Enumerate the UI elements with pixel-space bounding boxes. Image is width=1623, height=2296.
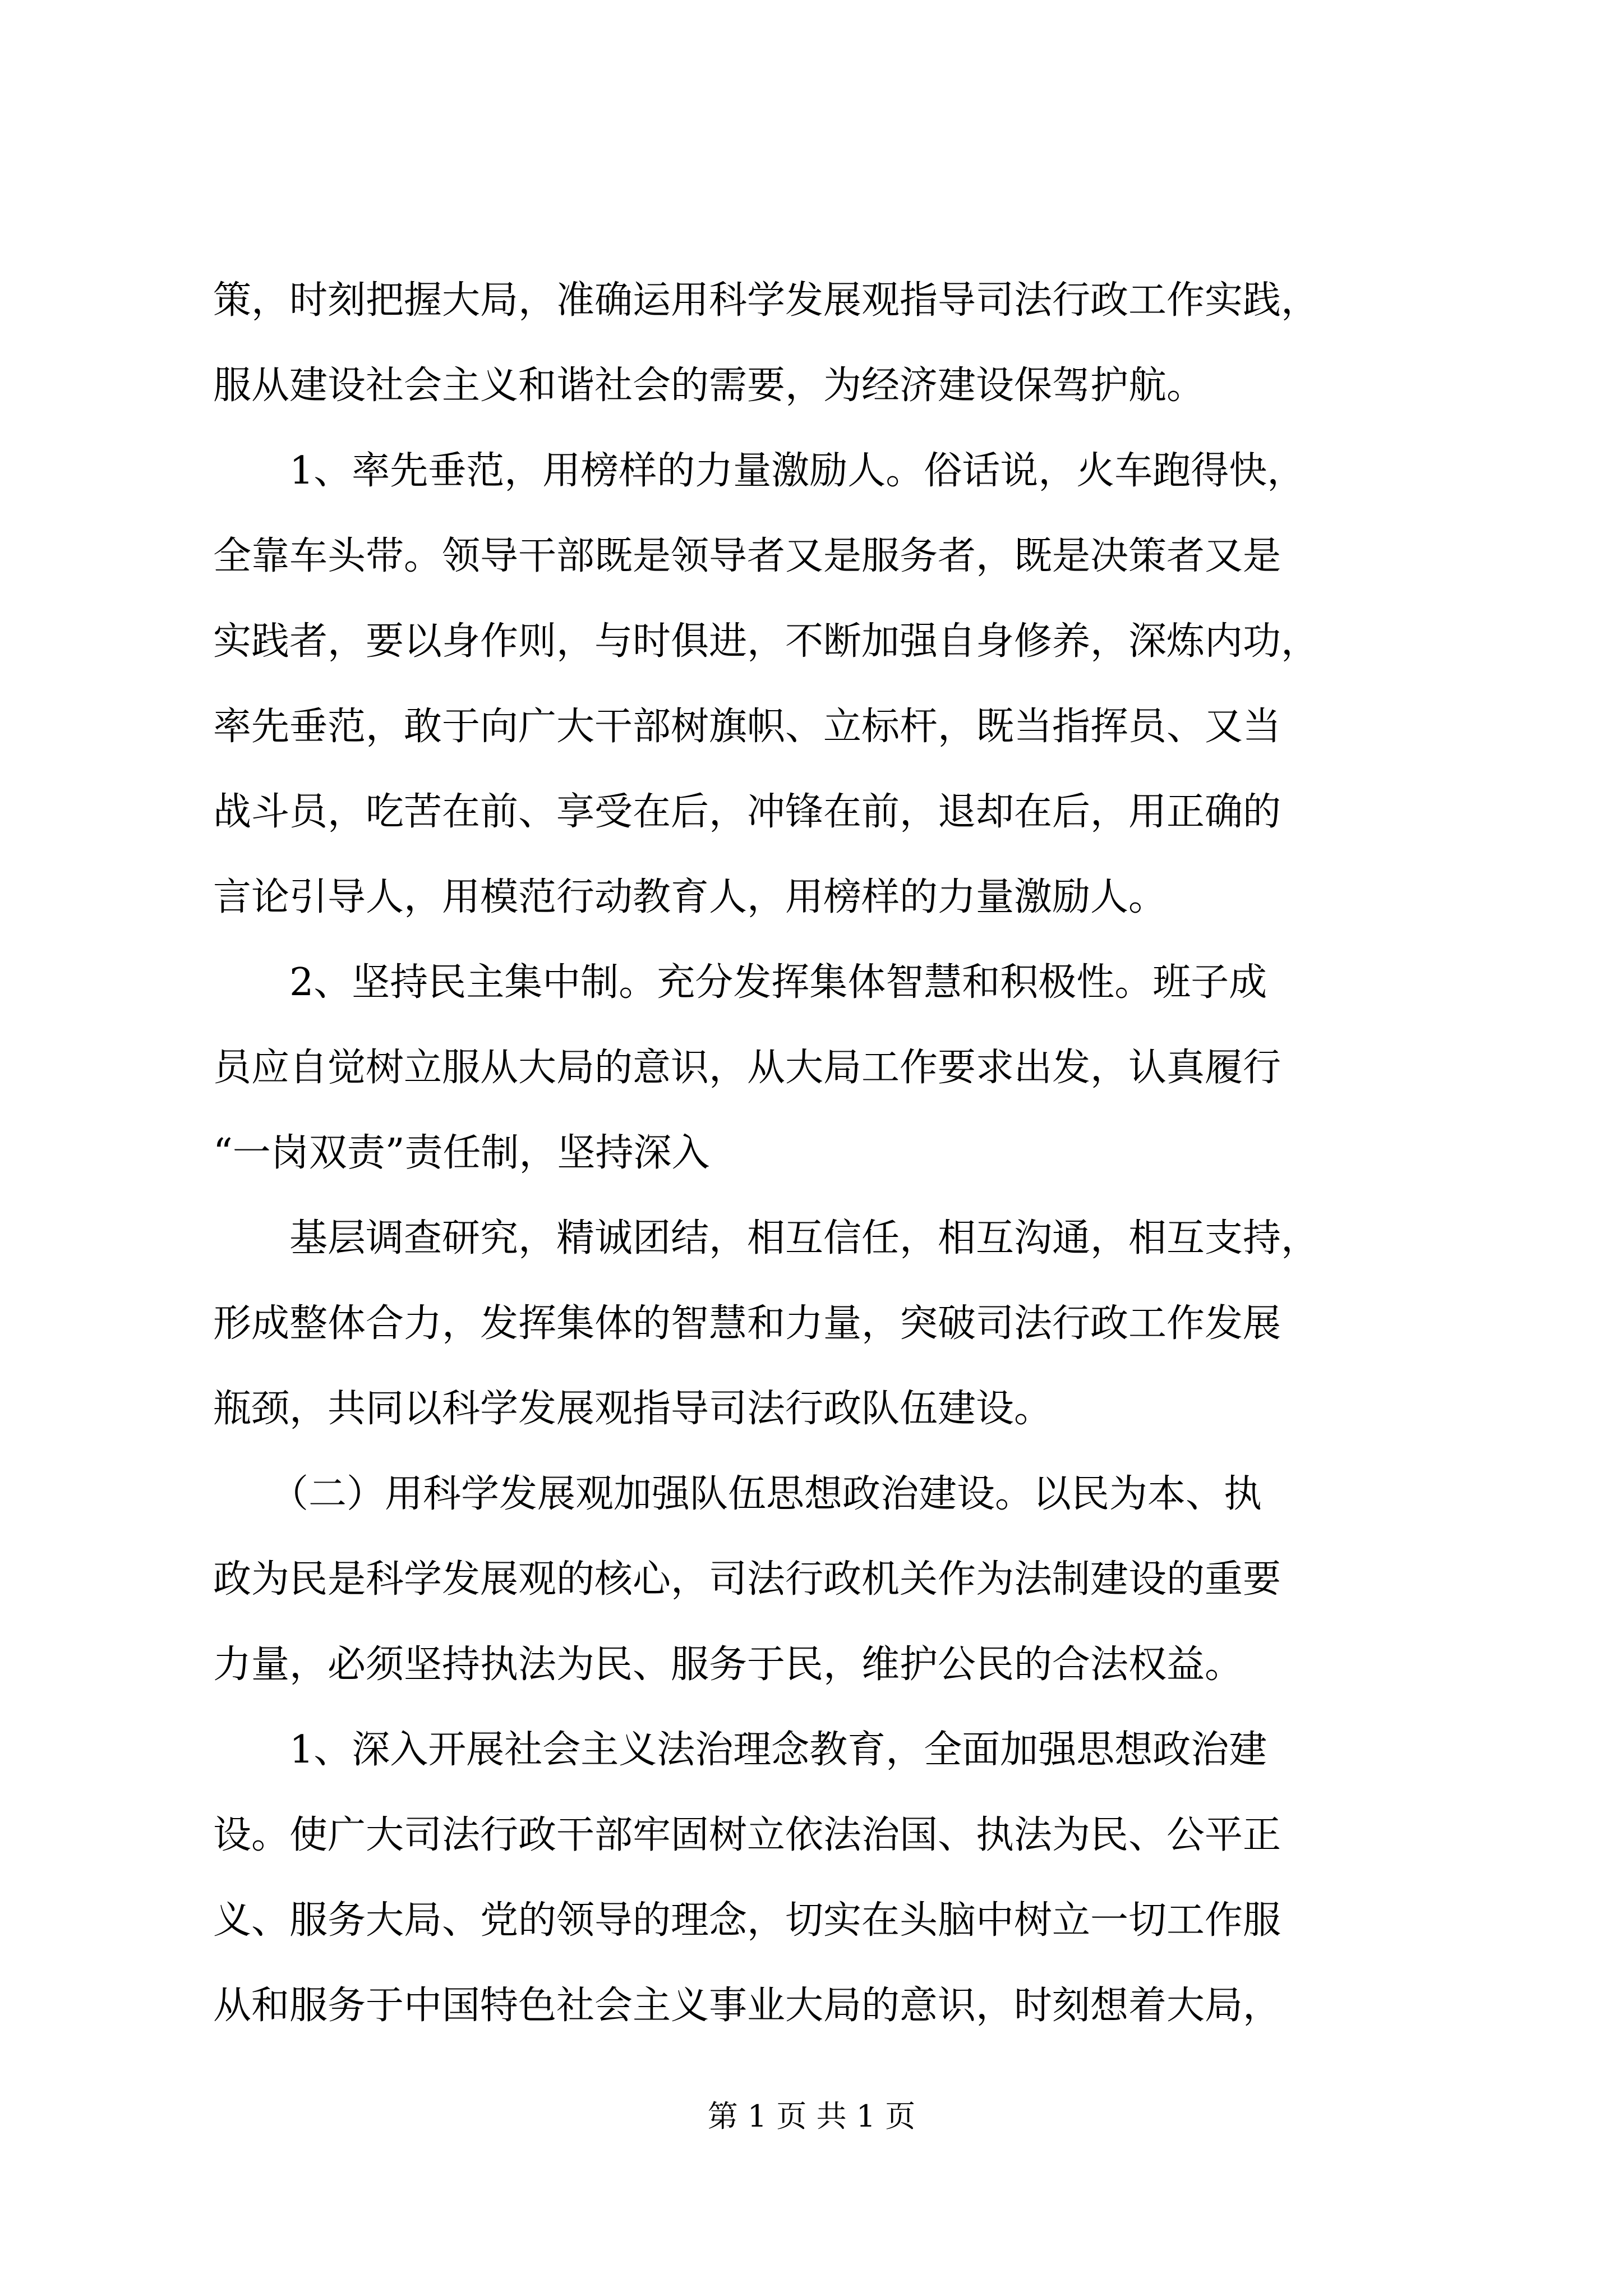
page-number-label: 第 1 页 共 1 页 [707,2099,916,2134]
text-line: 实践者，要以身作则，与时俱进，不断加强自身修养，深炼内功， [213,619,1320,664]
text-line: 基层调查研究，精诚团结，相互信任，相互沟通，相互支持， [213,1216,1320,1260]
text-line: 全靠车头带。领导干部既是领导者又是服务者，既是决策者又是 [213,534,1281,578]
document-body [213,258,1424,2049]
text-line: 从和服务于中国特色社会主义事业大局的意识，时刻想着大局， [213,1984,1281,2028]
text-line: （二）用科学发展观加强队伍思想政治建设。以民为本、执 [213,1472,1262,1516]
text-line: 力量，必须坚持执法为民、服务于民，维护公民的合法权益。 [213,1642,1243,1687]
text-line: 服从建设社会主义和谐社会的需要，为经济建设保驾护航。 [213,364,1205,408]
text-line: 员应自觉树立服从大局的意识，从大局工作要求出发，认真履行 [213,1046,1281,1090]
text-line: 形成整体合力，发挥集体的智慧和力量，突破司法行政工作发展 [213,1301,1281,1346]
text-line: 瓶颈，共同以科学发展观指导司法行政队伍建设。 [213,1387,1053,1431]
text-line: 1、率先垂范，用榜样的力量激励人。俗话说，火车跑得快， [213,449,1306,493]
text-line: 战斗员，吃苦在前、享受在后，冲锋在前，退却在后，用正确的 [213,790,1281,834]
text-line: 2、坚持民主集中制。充分发挥集体智慧和积极性。班子成 [213,960,1267,1005]
text-line: 义、服务大局、党的领导的理念，切实在头脑中树立一切工作服 [213,1898,1281,1943]
text-line: 策，时刻把握大局，准确运用科学发展观指导司法行政工作实践， [213,278,1320,323]
text-line: “一岗双责”责任制，坚持深入 [213,1131,710,1175]
text-line: 设。使广大司法行政干部牢固树立依法治国、执法为民、公平正 [213,1813,1281,1857]
text-line: 1、深入开展社会主义法治理念教育，全面加强思想政治建 [213,1728,1267,1772]
text-line: 言论引导人，用模范行动教育人，用榜样的力量激励人。 [213,875,1167,919]
text-line: 政为民是科学发展观的核心，司法行政机关作为法制建设的重要 [213,1557,1281,1602]
text-line: 率先垂范，敢于向广大干部树旗帜、立标杆，既当指挥员、又当 [213,705,1281,749]
page-footer [0,2097,1623,2136]
